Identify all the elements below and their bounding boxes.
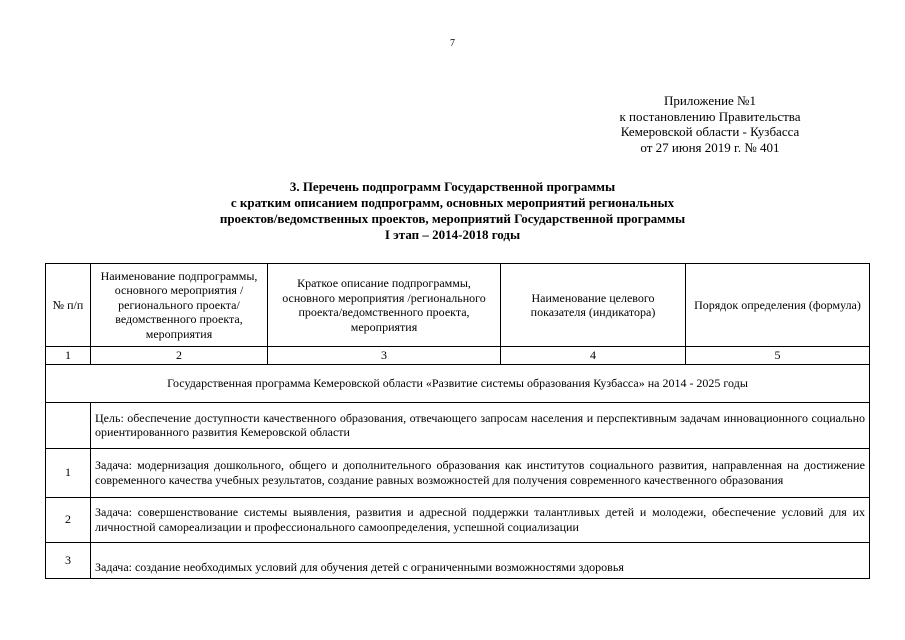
appendix-block (560, 93, 860, 155)
appendix-line: Кемеровской области - Кузбасса (620, 124, 800, 139)
header-cell-indicator: Наименование целевого показателя (индикатора) (501, 264, 686, 347)
table-row (46, 448, 870, 497)
title-line: I этап – 2014-2018 годы (384, 227, 521, 242)
table-header-row (46, 264, 870, 347)
task-number-cell: 3 (46, 542, 91, 578)
appendix-line: от 27 июня 2019 г. № 401 (640, 139, 780, 155)
column-number-cell: 3 (268, 347, 501, 365)
task-text-cell: Задача: создание необходимых условий для обучения детей с ограниченными возможностями здоровья (91, 542, 870, 578)
task-number-cell: 2 (46, 497, 91, 542)
header-cell-name: Наименование подпрограммы, основного мероприятия /регионального проекта/ведомственного проекта, мероприятия (91, 264, 268, 347)
table-row (46, 497, 870, 542)
task-text-cell: Задача: совершенствование системы выявления, развития и адресной поддержки талантливых детей и молодежи, обеспечение условий для их личностной самореализации и профессионального самоопределения, успешной социализации (91, 497, 870, 542)
title-line: проектов/ведомственных проектов, мероприятий Государственной программы (219, 211, 686, 226)
title-line: 3. Перечень подпрограмм Государственной программы (289, 179, 616, 194)
document-title (0, 179, 905, 243)
task-text-cell: Задача: модернизация дошкольного, общего и дополнительного образования как институтов социального развития, направленная на достижение современного качества учебных результатов, создание равных возможностей для получения современного качественного образования (91, 448, 870, 497)
program-row (46, 364, 870, 402)
program-title-cell: Государственная программа Кемеровской области «Развитие системы образования Кузбасса» на 2014 - 2025 годы (46, 364, 870, 402)
header-cell-number: № п/п (46, 264, 91, 347)
column-number-cell: 1 (46, 347, 91, 365)
page-number: 7 (450, 38, 455, 49)
title-line: с кратким описанием подпрограмм, основных мероприятий региональных (230, 195, 675, 210)
goal-number-cell (46, 402, 91, 448)
column-numbers-row (46, 347, 870, 365)
column-number-cell: 4 (501, 347, 686, 365)
header-cell-description: Краткое описание подпрограммы, основного мероприятия /регионального проекта/ведомственного проекта, мероприятия (268, 264, 501, 347)
goal-text-cell: Цель: обеспечение доступности качественного образования, отвечающего запросам населения и перспективным задачам инновационного социально ориентированного развития Кемеровской области (91, 402, 870, 448)
column-number-cell: 2 (91, 347, 268, 365)
table-row (46, 542, 870, 578)
subprograms-table (45, 263, 870, 579)
column-number-cell: 5 (686, 347, 870, 365)
goal-row (46, 402, 870, 448)
header-cell-formula: Порядок определения (формула) (686, 264, 870, 347)
appendix-line: к постановлению Правительства (619, 108, 801, 124)
task-number-cell: 1 (46, 448, 91, 497)
appendix-line: Приложение №1 (664, 93, 756, 108)
